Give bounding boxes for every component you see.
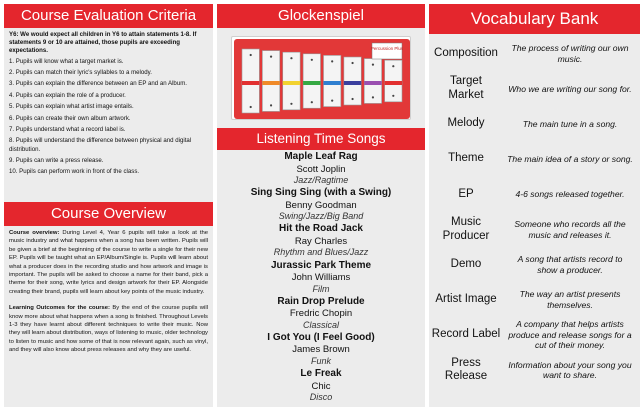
glockenspiel-color-band [364, 81, 381, 85]
vocab-definition: A song that artists record to show a producer. [517, 254, 623, 275]
song-item [217, 332, 425, 368]
glockenspiel-pin [351, 98, 353, 100]
glockenspiel-pin [372, 64, 374, 66]
criteria-item: 8. Pupils will understand the difference between physical and digital distribution. [9, 137, 192, 153]
song-title: Rain Drop Prelude [277, 295, 365, 307]
glockenspiel-pin [250, 54, 252, 56]
criteria-item: 9. Pupils can write a press release. [9, 156, 104, 164]
criteria-title: Course Evaluation Criteria [4, 4, 213, 28]
vocab-term: Record Label [431, 328, 501, 341]
glockenspiel-color-band [242, 81, 259, 85]
vocab-term: Target Market [448, 75, 484, 101]
overview-box [4, 229, 213, 363]
criteria-item: 2. Pupils can match their lyric's syllables to a melody. [9, 69, 152, 76]
glockenspiel-color-band [283, 81, 300, 85]
vocab-definition: Information about your song you want to share. [508, 359, 632, 381]
song-item [217, 187, 425, 223]
glockenspiel-pin [311, 59, 313, 61]
vocab-term: EP [458, 187, 474, 200]
vocab-row [429, 318, 640, 353]
vocab-definition: The way an artist presents themselves. [519, 289, 621, 310]
overview-title: Course Overview [4, 202, 213, 226]
vocab-row [429, 247, 640, 282]
outcomes-lead: Learning Outcomes for the course: [9, 305, 111, 312]
criteria-item: 6. Pupils can create their own album artwork. [9, 114, 131, 122]
criteria-item: 7. Pupils understand what a record label is. [9, 125, 126, 133]
song-genre: Swing/Jazz/Big Band [278, 211, 364, 222]
song-item [217, 223, 425, 259]
outcomes-text: By the end of the course pupils will know more about what happens when a song is finished. Throughout Levels 1-3 they have learnt about different techniques to write their music. Now they will learn about distribution, ways of listening to music, older technology to listen to music and how some of that is now relevant again, such as vinyl, and they will also know about press releases and why they are useful. [9, 305, 208, 354]
song-title: Le Freak [300, 368, 342, 380]
song-item [217, 296, 425, 332]
vocab-definition: The main tune in a song. [522, 118, 618, 129]
glockenspiel-pin [392, 65, 394, 67]
glockenspiel-pin [311, 101, 313, 103]
glockenspiel-color-band [303, 81, 320, 85]
song-title: Maple Leaf Rag [284, 151, 358, 162]
criteria-item: 5. Pupils can explain what artist image entails. [9, 103, 134, 111]
glockenspiel-pin [331, 60, 333, 62]
glockenspiel-image [231, 36, 411, 120]
song-artist: Ray Charles [294, 235, 348, 247]
song-genre: Classical [302, 319, 339, 330]
vocab-term: Theme [448, 152, 484, 165]
vocab-row [429, 142, 640, 177]
criteria-item: 3. Pupils can explain the difference between an EP and an Album. [9, 80, 187, 88]
glockenspiel-color-band [262, 81, 279, 85]
glockenspiel-sticker-text: Percussion Plus [370, 46, 404, 51]
song-genre: Film [312, 283, 330, 294]
glockenspiel-pin [392, 95, 394, 97]
middle-column [217, 4, 425, 407]
criteria-column [4, 4, 213, 407]
glockenspiel-color-band [324, 81, 341, 85]
criteria-box [4, 28, 213, 177]
songs-title: Listening Time Songs [217, 128, 425, 150]
criteria-intro: Y6: We would expect all children in Y6 to attain statements 1-8. If statements 9 or 10 are attained, those pupils are exceeding expectations. [9, 31, 197, 55]
glockenspiel-pin [250, 106, 252, 108]
outcomes-paragraph [9, 304, 208, 354]
vocab-row [429, 282, 640, 317]
glockenspiel-pin [270, 56, 272, 58]
song-item [217, 368, 425, 404]
vocab-column [429, 4, 640, 407]
glockenspiel-pin [290, 57, 292, 59]
vocab-definition: 4-6 songs released together. [515, 189, 625, 200]
song-genre: Funk [310, 355, 331, 366]
criteria-item: 10. Pupils can perform work in front of the class. [9, 168, 140, 176]
song-title: I Got You (I Feel Good) [267, 331, 375, 343]
song-item [217, 151, 425, 187]
vocab-definition: The main idea of a story or song. [507, 153, 633, 164]
overview-paragraph [9, 229, 208, 296]
glockenspiel-pin [270, 104, 272, 106]
glockenspiel-title: Glockenspiel [217, 4, 425, 28]
song-item [217, 260, 425, 296]
vocab-definition: A company that helps artists produce and release songs for a cut of their money. [508, 319, 632, 351]
overview-text: During Level 4, Year 6 pupils will take a look at the music industry and what happens when a song has been written. Pupils will be given a brief at the beginning of the course to write a single for their new EP. Pupils will be taught what an EP/Album/Single is. Pupils will learn about what a producer does in the recording studio and how artwork and image is important. The pupils will be asked to choose a name for their band, pick a theme for their song, write lyrics and design artwork for their EP. Alongside creating their brand, pupils will learn about key points of the music industry. [9, 230, 209, 295]
vocab-term: Artist Image [435, 293, 497, 306]
glockenspiel-pin [290, 103, 292, 105]
glockenspiel-pin [331, 100, 333, 102]
glockenspiel-pin [351, 62, 353, 64]
song-genre: Jazz/Ragtime [293, 175, 349, 185]
song-artist: Scott Joplin [296, 163, 346, 175]
vocab-row [429, 36, 640, 71]
vocab-term: Composition [434, 46, 498, 59]
criteria-item: 4. Pupils can explain the role of a producer. [9, 91, 126, 99]
song-title: Hit the Road Jack [279, 223, 363, 235]
song-artist: Fredric Chopin [289, 308, 353, 320]
song-title: Jurassic Park Theme [270, 259, 372, 271]
song-title: Sing Sing Sing (with a Swing) [250, 187, 392, 199]
vocab-definition: The process of writing our own music. [511, 43, 629, 64]
criteria-item: 1. Pupils will know what a target market is. [9, 57, 124, 65]
vocab-term: Melody [447, 117, 485, 130]
song-artist: Benny Goodman [285, 199, 357, 211]
vocab-list [429, 36, 640, 388]
vocab-row [429, 353, 640, 388]
vocab-row [429, 212, 640, 247]
vocab-row [429, 177, 640, 212]
song-genre: Disco [309, 392, 333, 403]
song-artist: John Williams [291, 272, 351, 284]
vocab-term: Press Release [444, 356, 488, 383]
vocab-term: Demo [450, 257, 482, 270]
glockenspiel-pin [372, 96, 374, 98]
vocab-row [429, 106, 640, 141]
song-artist: Chic [311, 380, 331, 392]
song-genre: Rhythm and Blues/Jazz [273, 247, 369, 258]
vocab-definition: Someone who records all the music and releases it. [514, 219, 626, 240]
vocab-term: Music Producer [442, 216, 490, 242]
songs-list [217, 151, 425, 404]
glockenspiel-illustration [232, 37, 412, 121]
glockenspiel-color-band [385, 81, 402, 85]
song-artist: James Brown [292, 344, 350, 356]
vocab-title: Vocabulary Bank [429, 4, 640, 34]
vocab-row [429, 71, 640, 106]
vocab-definition: Who we are writing our song for. [508, 83, 632, 94]
overview-lead: Course overview: [9, 230, 60, 236]
glockenspiel-color-band [344, 81, 361, 85]
